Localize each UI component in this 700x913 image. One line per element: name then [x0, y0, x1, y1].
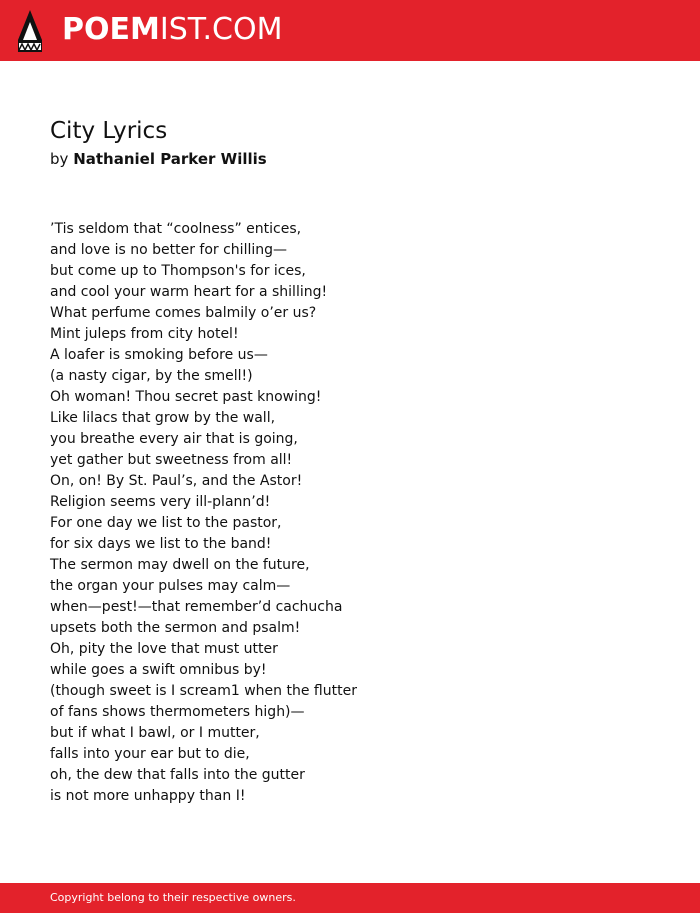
poem-byline: [50, 149, 267, 169]
poem-line: oh, the dew that falls into the gutter: [50, 767, 305, 783]
poem-line: upsets both the sermon and psalm!: [50, 620, 301, 636]
copyright-text: Copyright belong to their respective owners.: [50, 891, 296, 904]
poem-line: but come up to Thompson's for ices,: [50, 263, 306, 279]
poem-line: Oh woman! Thou secret past knowing!: [50, 389, 322, 405]
poem-line: A loafer is smoking before us—: [50, 347, 268, 363]
poem-line: For one day we list to the pastor,: [50, 515, 282, 531]
poem-line: Oh, pity the love that must utter: [50, 641, 278, 657]
poem-line: but if what I bawl, or I mutter,: [50, 725, 260, 741]
poem-line: (a nasty cigar, by the smell!): [50, 368, 253, 384]
site-header: [0, 0, 700, 61]
poem-line: yet gather but sweetness from all!: [50, 452, 293, 468]
logo-text-light: IST.COM: [159, 12, 283, 47]
poem-line: when—pest!—that remember’d cachucha: [50, 599, 343, 615]
by-label: by: [50, 150, 69, 168]
poem-line: falls into your ear but to die,: [50, 746, 250, 762]
poem-line: Religion seems very ill-plann’d!: [50, 494, 271, 510]
poem-line: the organ your pulses may calm—: [50, 578, 291, 594]
poem-line: and cool your warm heart for a shilling!: [50, 284, 328, 300]
poem-title: City Lyrics: [50, 118, 168, 144]
poem-line: ’Tis seldom that “coolness” entices,: [50, 221, 302, 237]
logo-text-strong: POEM: [62, 12, 160, 47]
poem-line: and love is no better for chilling—: [50, 242, 288, 258]
poem-line: for six days we list to the band!: [50, 536, 272, 552]
poem-line: while goes a swift omnibus by!: [50, 662, 267, 678]
poem-line: is not more unhappy than I!: [50, 788, 246, 804]
site-footer: [0, 883, 700, 913]
poem-line: you breathe every air that is going,: [50, 431, 298, 447]
poem-line: of fans shows thermometers high)—: [50, 704, 305, 720]
poem-line: On, on! By St. Paul’s, and the Astor!: [50, 473, 303, 489]
poem-author: Nathaniel Parker Willis: [73, 150, 267, 168]
poem-line: Mint juleps from city hotel!: [50, 326, 239, 342]
site-logo[interactable]: [62, 12, 282, 48]
poem-line: What perfume comes balmily o’er us?: [50, 305, 317, 321]
poem-body: [50, 219, 357, 807]
poem-line: Like lilacs that grow by the wall,: [50, 410, 276, 426]
poem-line: The sermon may dwell on the future,: [50, 557, 310, 573]
poem-line: (though sweet is I scream1 when the flutter: [50, 683, 357, 699]
pencil-tip-icon: [18, 10, 42, 52]
